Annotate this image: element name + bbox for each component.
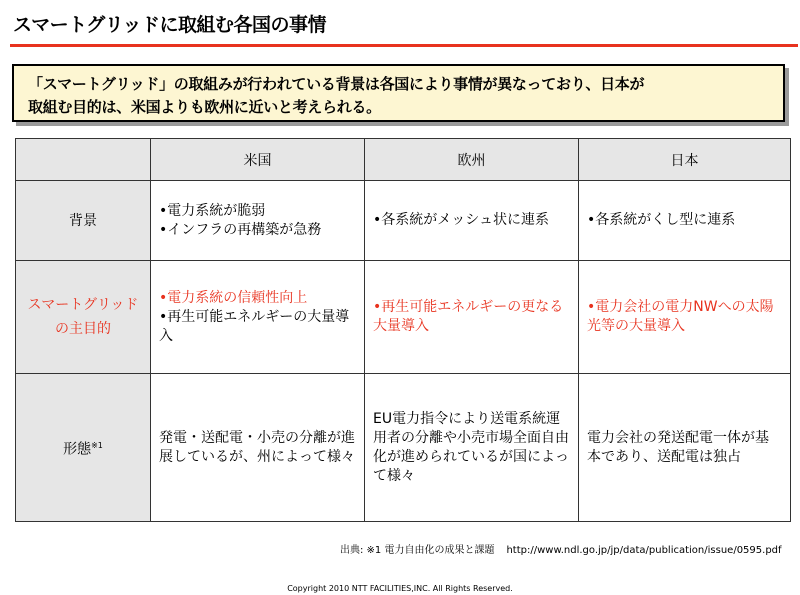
row-label-purpose: スマートグリッド の主目的 <box>16 261 151 374</box>
header-japan: 日本 <box>579 139 791 181</box>
bullet-item: •電力系統が脆弱 <box>159 202 266 219</box>
table-header-row <box>16 139 791 181</box>
row-label-structure: 形態$^{※1}$ <box>16 374 151 522</box>
table-row-background <box>16 181 791 261</box>
cell-japan-structure <box>579 374 791 522</box>
cell-usa-background <box>151 181 365 261</box>
source-text: 出典: ※1 電力自由化の成果と課題 <box>340 545 495 556</box>
cell-europe-background <box>365 181 579 261</box>
cell-europe-purpose <box>365 261 579 374</box>
bullet-item: •再生可能エネルギーの更なる大量導入 <box>373 299 564 334</box>
comparison-table <box>15 138 791 522</box>
cell-text: 電力会社の発送配電一体が基本であり、送配電は独占 <box>587 429 769 465</box>
bullet-item: •電力会社の電力NWへの太陽光等の大量導入 <box>587 299 774 334</box>
cell-text: 発電・送配電・小売の分離が進展しているが、州によって様々 <box>159 429 355 465</box>
bullet-item: •再生可能エネルギーの大量導入 <box>159 308 350 344</box>
summary-text <box>28 73 774 119</box>
header-europe: 欧州 <box>365 139 579 181</box>
bullet-item: •各系統がメッシュ状に連系 <box>373 212 549 228</box>
cell-usa-purpose <box>151 261 365 374</box>
header-usa: 米国 <box>151 139 365 181</box>
row-label-background: 背景 <box>16 181 151 261</box>
bullet-item: •インフラの再構築が急務 <box>159 221 322 238</box>
cell-usa-structure <box>151 374 365 522</box>
page-title: スマートグリッドに取組む各国の事情 <box>13 14 326 36</box>
table-row-structure <box>16 374 791 522</box>
cell-europe-structure <box>365 374 579 522</box>
cell-japan-purpose <box>579 261 791 374</box>
title-underline <box>10 44 798 47</box>
summary-line-2: 取組む目的は、米国よりも欧州に近いと考えられる。 <box>28 98 381 116</box>
copyright-notice: Copyright 2010 NTT FACILITIES,INC. All Rights Reserved. <box>287 584 513 593</box>
summary-box <box>12 64 785 122</box>
cell-text: EU電力指令により送電系統運用者の分離や小売市場全面自由化が進められているが国によって様々 <box>373 410 569 484</box>
source-url: http://www.ndl.go.jp/jp/data/publication/issue/0595.pdf <box>506 545 782 556</box>
footnote-marker: ※1 <box>91 440 103 450</box>
header-corner <box>16 139 151 181</box>
source-note <box>340 541 782 556</box>
bullet-item: •各系統がくし型に連系 <box>587 212 736 228</box>
cell-japan-background <box>579 181 791 261</box>
bullet-item: •電力系統の信頼性向上 <box>159 289 308 306</box>
table-row-purpose <box>16 261 791 374</box>
summary-line-1: 「スマートグリッド」の取組みが行われている背景は各国により事情が異なっており、日本が <box>28 75 645 93</box>
